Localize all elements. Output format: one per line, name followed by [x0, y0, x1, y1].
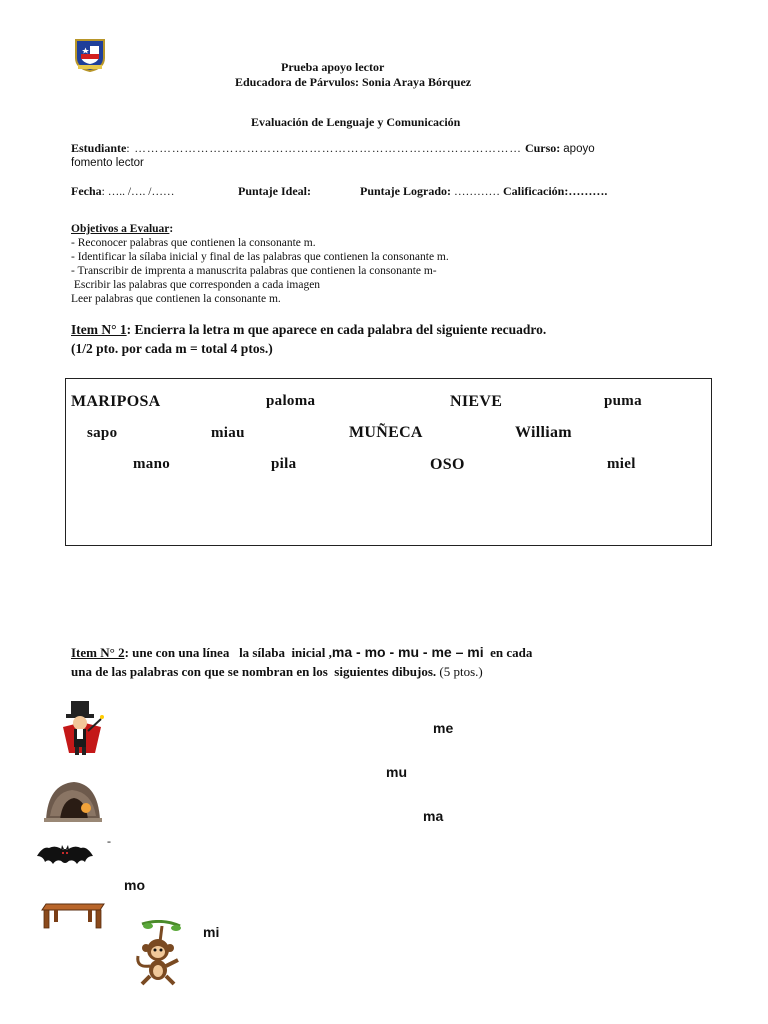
word-mariposa[interactable]: MARIPOSA — [71, 393, 161, 410]
fecha-value: : ….. /…. /…… — [101, 186, 175, 198]
word-nieve[interactable]: NIEVE — [450, 393, 503, 410]
word-oso[interactable]: OSO — [430, 456, 465, 473]
objective-4: Escribir las palabras que corresponden a cada imagen — [71, 279, 321, 291]
curso-value: apoyo — [563, 143, 595, 155]
word-sapo[interactable]: sapo — [87, 425, 118, 441]
dash-mark: - — [107, 834, 111, 848]
cave-icon[interactable] — [44, 778, 102, 822]
syllable-mi[interactable]: mi — [203, 924, 220, 940]
objective-2: - Identificar la sílaba inicial y final de las palabras que contienen la consonante m. — [71, 251, 449, 263]
objectives-heading: Objetivos a Evaluar: — [71, 223, 174, 235]
word-puma[interactable]: puma — [604, 393, 642, 409]
word-william[interactable]: William — [515, 424, 572, 441]
objective-5: Leer palabras que contienen la consonante m. — [71, 293, 281, 305]
student-dots: : ………………………………………………………………………………… — [126, 143, 522, 155]
page-title: Prueba apoyo lector — [281, 60, 385, 74]
word-miau[interactable]: miau — [211, 425, 245, 441]
word-paloma[interactable]: paloma — [266, 393, 316, 409]
item2-instruction-line2 — [71, 664, 483, 680]
bat-icon[interactable] — [35, 842, 95, 872]
calificacion-label: Calificación:………. — [503, 184, 608, 198]
syllable-mu[interactable]: mu — [386, 764, 407, 780]
objective-3: - Transcribir de imprenta a manuscrita palabras que contienen la consonante m- — [71, 265, 437, 277]
student-line — [71, 141, 595, 156]
word-miel[interactable]: miel — [607, 456, 636, 472]
word-mano[interactable]: mano — [133, 456, 171, 472]
item1-label: Item N° 1 — [71, 322, 127, 337]
table-icon[interactable] — [40, 900, 108, 930]
fecha-label: Fecha — [71, 184, 102, 198]
student-label: Estudiante — [71, 141, 127, 155]
magician-icon[interactable] — [55, 699, 109, 757]
puntaje-logrado-field — [360, 184, 607, 199]
item1-points: (1/2 pto. por cada m = total 4 ptos.) — [71, 341, 273, 356]
evaluation-title: Evaluación de Lenguaje y Comunicación — [251, 115, 461, 129]
item2-syllables-inline: ma - mo - mu - me – mi — [331, 644, 484, 660]
item1-text: : Encierra la letra m que aparece en cada palabra del siguiente recuadro. — [126, 322, 547, 337]
item2-text-b: en cada — [483, 645, 533, 660]
item2-label: Item N° 2 — [71, 645, 125, 660]
syllable-ma[interactable]: ma — [423, 808, 444, 824]
teacher-name: Educadora de Párvulos: Sonia Araya Bórquez — [235, 75, 472, 89]
item2-text-a: : une con una línea la sílaba inicial , — [124, 645, 332, 660]
puntaje-ideal-label: Puntaje Ideal: — [238, 184, 311, 198]
item1-instruction — [71, 322, 546, 338]
fecha-field — [71, 184, 175, 199]
objective-1: - Reconocer palabras que contienen la consonante m. — [71, 237, 316, 249]
item2-text-c: una de las palabras con que se nombran en los siguientes dibujos. — [71, 664, 437, 679]
word-pila[interactable]: pila — [271, 456, 297, 472]
item2-instruction — [71, 644, 532, 661]
puntaje-logrado-label: Puntaje Logrado: — [360, 184, 451, 198]
monkey-icon[interactable] — [132, 920, 190, 986]
syllable-me[interactable]: me — [433, 720, 454, 736]
syllable-mo[interactable]: mo — [124, 877, 145, 893]
item2-points: (5 ptos.) — [436, 664, 483, 679]
school-crest-logo — [74, 38, 106, 72]
curso-label: Curso: — [524, 141, 561, 155]
curso-value-line2: fomento lector — [71, 157, 144, 169]
puntaje-logrado-dots: ………… — [454, 186, 500, 198]
word-muneca[interactable]: MUÑECA — [349, 424, 423, 441]
